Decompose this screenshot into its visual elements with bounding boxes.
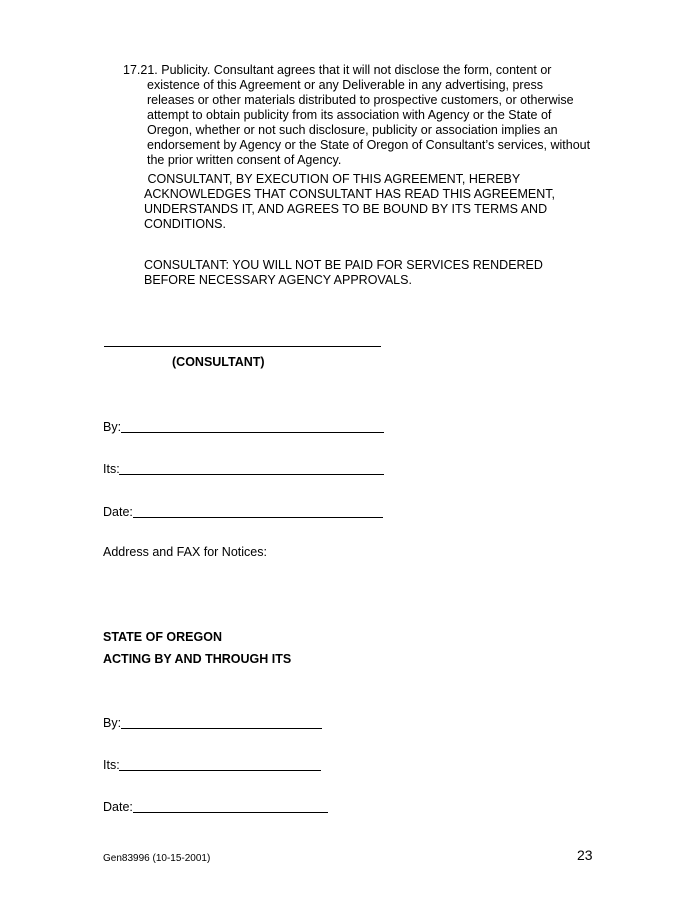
address-fax-label: Address and FAX for Notices: [103, 545, 267, 559]
consultant-date-label: Date: [103, 505, 133, 519]
payment-notice-line: CONSULTANT: YOU WILL NOT BE PAID FOR SERVICES RENDERED [144, 258, 543, 272]
state-heading: STATE OF OREGON [103, 630, 222, 644]
form-id: Gen83996 (10-15-2001) [103, 853, 211, 864]
page-number: 23 [577, 847, 593, 863]
state-date-label: Date: [103, 800, 133, 814]
consultant-date-field[interactable] [133, 517, 383, 518]
clause-line: Oregon, whether or not such disclosure, publicity or association implies an [147, 123, 558, 137]
state-by-label: By: [103, 716, 122, 730]
clause-line: attempt to obtain publicity from its association with Agency or the State of [147, 108, 552, 122]
acknowledgement-line: CONSULTANT, BY EXECUTION OF THIS AGREEMENT, HEREBY [144, 172, 521, 186]
state-date-field[interactable] [133, 812, 328, 813]
clause-line: existence of this Agreement or any Deliverable in any advertising, press [147, 78, 544, 92]
state-its-label: Its: [103, 758, 120, 772]
clause-line: releases or other materials distributed to prospective customers, or otherwise [147, 93, 574, 107]
acknowledgement-line: UNDERSTANDS IT, AND AGREES TO BE BOUND BY ITS TERMS AND [144, 202, 548, 216]
consultant-its-label: Its: [103, 462, 120, 476]
payment-notice-line: BEFORE NECESSARY AGENCY APPROVALS. [144, 273, 412, 287]
consultant-by-field[interactable] [121, 432, 384, 433]
consultant-signature-line[interactable] [104, 346, 381, 347]
acknowledgement-line: CONDITIONS. [144, 217, 226, 231]
clause-line: the prior written consent of Agency. [147, 153, 342, 167]
clause-line: endorsement by Agency or the State of Oregon of Consultant’s services, without [147, 138, 591, 152]
clause-line: 17.21. Publicity. Consultant agrees that it will not disclose the form, content or [123, 63, 552, 77]
consultant-by-label: By: [103, 420, 122, 434]
state-its-field[interactable] [119, 770, 321, 771]
consultant-its-field[interactable] [119, 474, 384, 475]
acknowledgement-line: ACKNOWLEDGES THAT CONSULTANT HAS READ THIS AGREEMENT, [144, 187, 555, 201]
consultant-caption: (CONSULTANT) [172, 355, 265, 369]
state-by-field[interactable] [121, 728, 322, 729]
state-subheading: ACTING BY AND THROUGH ITS [103, 652, 292, 666]
